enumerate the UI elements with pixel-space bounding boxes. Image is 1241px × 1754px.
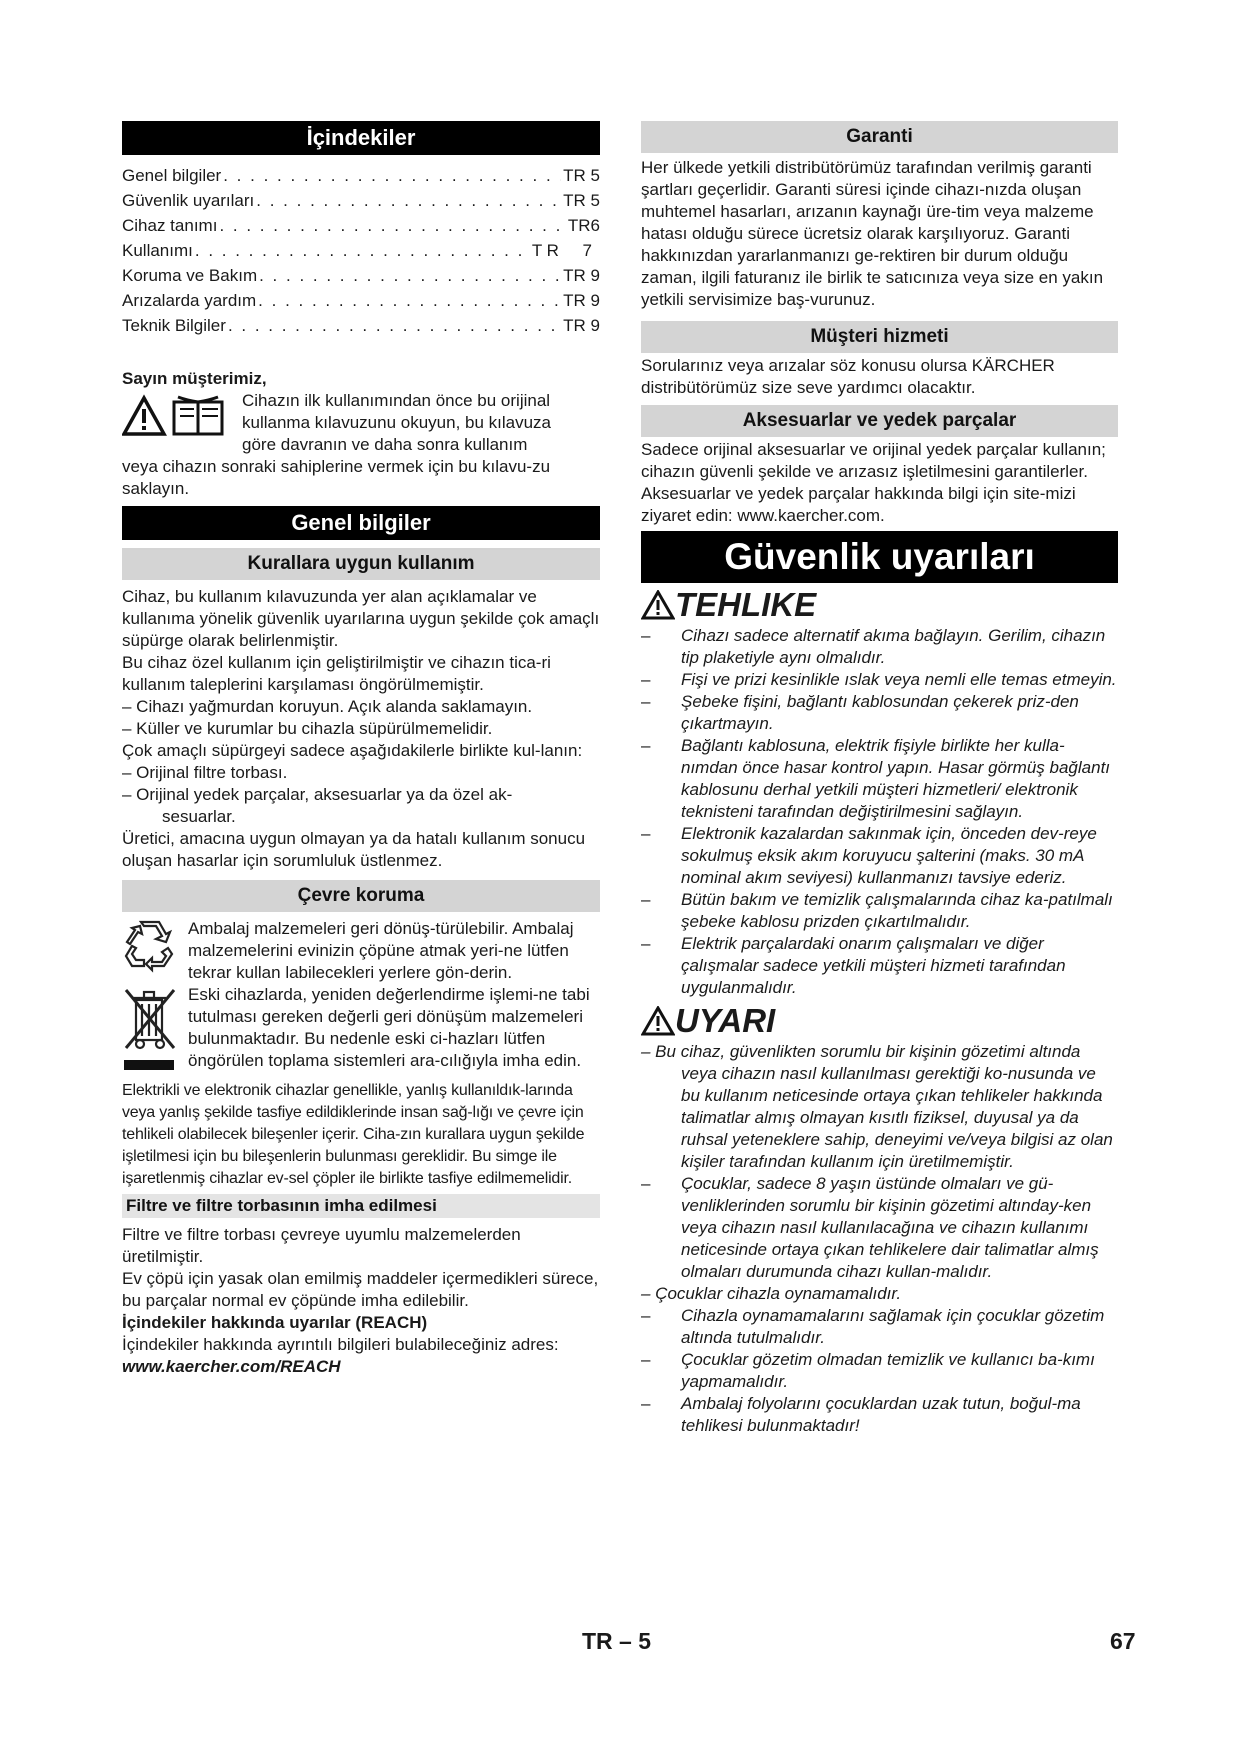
weee-text: Eski cihazlarda, yeniden değerlendirme işlemi-ne tabi tutulması gereken değerli geri dönüşüm malzemeleri bulunmaktadır. Bu nedenle eski ci-hazları lütfen öngörülen toplama sistemleri ara-cılığıyla imha edin. [188,985,590,1070]
list-item: – Bu cihaz, güvenlikten sorumlu bir kişinin gözetimi altında veya cihazın nasıl kullanılması gerektiği ko-nusunda ve bu kullanım neticesinde ortaya çıkan tehlikeler hakkında talimatlar almış olmayan kısıtlı fiziksel, duyusal ya da ruhsal yeteneklere sahip, deneyimi ve/veya bilgisi az olan kişiler tarafından kullanım için üretilmemiştir. [641,1042,1113,1171]
toc-item[interactable]: Cihaz tanımı . . . TR6 [122,213,600,238]
danger-list [641,625,1118,999]
warning-list-b [641,1305,1118,1437]
warning-triangle-icon [641,590,675,620]
page-number: 67 [1110,1628,1136,1654]
list-item: – Elektronik kazalardan sakınmak için, önceden dev-reye sokulmuş eksik akım koruyucu şalterini (maks. 30 mA nominal akım seviyesi) kullanmanızı tavsiye ederiz. [641,824,1097,887]
list-item: – Ambalaj folyolarını çocuklardan uzak tutun, boğul-ma tehlikesi bulunmaktadır! [641,1394,1081,1435]
warning-label: UYARI [675,1002,776,1039]
proper-use-p7b: sesuarlar. [162,807,236,826]
proper-use-title: Kurallara uygun kullanım [122,548,600,580]
intro-text: Cihazın ilk kullanımından önce bu orijinal kullanma kılavuzunu okuyun, bu kılavuza göre davranın ve daha sonra kullanım [242,391,552,454]
proper-use-p2: Bu cihaz özel kullanım için geliştirilmiştir ve cihazın tica-ri kullanım taleplerini karşılaması öngörülmemiştir. [122,653,551,694]
list-item: – Elektrik parçalardaki onarım çalışmaları ve diğer çalışmalar sadece yetkili müşteri hizmeti tarafından uygulanmalıdır. [641,934,1066,997]
list-item: – Bağlantı kablosuna, elektrik fişiyle birlikte her kulla-nımdan önce hasar kontrol yapın. Hasar görmüş bağlantı kablosunu derhal yetkili müşteri hizmetleri/ elektronik teknisteni tarafından değiştirilmesini sağlayın. [641,736,1111,821]
warning-list-a [641,1173,1118,1283]
proper-use-p4: – Küller ve kurumlar bu cihazla süpürülmemelidir. [122,719,493,738]
warning-list-first [641,1041,1118,1173]
service-text: Sorularınız veya arızalar söz konusu olursa KÄRCHER distribütörümüz size seve yardımcı olacaktır. [641,356,1055,397]
safety-title: Güvenlik uyarıları [641,531,1118,583]
warning-manual-icon [122,394,234,440]
warranty-title: Garanti [641,121,1118,153]
list-item: – Fişi ve prizi kesinlikle ıslak veya nemli elle temas etmeyin. [641,670,1117,689]
list-item: – Çocuklar gözetim olmadan temizlik ve kullanıcı ba-kımı yapmamalıdır. [641,1350,1095,1391]
environment-title: Çevre koruma [122,880,600,912]
reach-title: İçindekiler hakkında uyarılar (REACH) [122,1313,428,1332]
list-item: – Cihazla oynamamalarını sağlamak için çocuklar gözetim altında tutulmalıdır. [641,1306,1105,1347]
footer-section: TR – 5 [582,1628,652,1654]
reach-link[interactable]: www.kaercher.com/REACH [122,1357,341,1376]
accessories-p2: Aksesuarlar ve yedek parçalar hakkında bilgi için site-mizi ziyaret edin: www.kaercher.com. [641,484,1076,525]
proper-use-p7a: – Orijinal yedek parçalar, aksesuarlar ya da özel ak- [122,785,513,804]
general-title: Genel bilgiler [122,506,600,540]
accessories-title: Aksesuarlar ve yedek parçalar [641,405,1118,437]
list-item: – Çocuklar, sadece 8 yaşın üstünde olmaları ve gü-venliklerinden sorumlu bir kişinin gözetimi altınday-ken veya cihazın nasıl kullanılacağına ve cihazın kullanımı neticesinde ortaya çıkan tehlikelere dair talimatlar almış olmaları durumunda cihazı kullan-malıdır. [641,1174,1099,1281]
right-column [641,121,1118,1437]
toc-item[interactable]: Güvenlik uyarıları . . . TR 5 [122,188,600,213]
intro-text-rest: veya cihazın sonraki sahiplerine vermek için bu kılavu-zu saklayın. [122,457,551,498]
recycle-block [122,918,600,984]
proper-use-p6: – Orijinal filtre torbası. [122,763,288,782]
danger-heading [641,585,1118,625]
list-item: – Bütün bakım ve temizlik çalışmalarında cihaz ka-patılmalı şebeke kablosu prizden çıkartılmalıdır. [641,890,1113,931]
intro-block [122,390,600,456]
toc-item[interactable]: Koruma ve Bakım . . . TR 9 [122,263,600,288]
accessories-p1: Sadece orijinal aksesuarlar ve orijinal yedek parçalar kullanın; cihazın güvenli şekilde ve arızasız işletilmesini garantilerler. [641,440,1106,481]
reach-text: İçindekiler hakkında ayrıntılı bilgileri bulabileceğiniz adres: [122,1335,559,1354]
toc-item[interactable]: Arızalarda yardım . . . TR 9 [122,288,600,313]
list-item: – Cihazı sadece alternatif akıma bağlayın. Gerilim, cihazın tip plaketiyle aynı olmalıdır. [641,626,1106,667]
list-item: – Şebeke fişini, bağlantı kablosundan çekerek priz-den çıkartmayın. [641,692,1079,733]
recycle-icon [122,918,178,974]
intro-icons [122,390,242,446]
toc-item[interactable]: Genel bilgiler . . . TR 5 [122,163,600,188]
warning-heading [641,1001,1118,1041]
weee-icon-box [122,984,188,1080]
intro-greeting: Sayın müşterimiz, [122,369,267,388]
left-column [122,121,600,1378]
warning-mid: – Çocuklar cihazla oynamamalıdır. [641,1284,902,1303]
proper-use-p3: – Cihazı yağmurdan koruyun. Açık alanda saklamayın. [122,697,533,716]
filter-p1: Filtre ve filtre torbası çevreye uyumlu malzemelerden üretilmiştir. [122,1225,521,1266]
filter-title: Filtre ve filtre torbasının imha edilmesi [122,1194,600,1218]
recycle-text: Ambalaj malzemeleri geri dönüş-türülebilir. Ambalaj malzemelerini evinizin çöpüne atmak yeri-ne lütfen tekrar kullan labilecekleri yerlere gön-derin. [188,919,574,982]
toc-item[interactable]: Teknik Bilgiler . . . TR 9 [122,313,600,338]
warranty-text: Her ülkede yetkili distribütörümüz tarafından verilmiş garanti şartları geçerlidir. Garanti süresi içinde cihazı-nızda oluşan muhtemel hasarları, arızanın kaynağı üre-tim veya malzeme hatası olduğu sürece ücretsiz olarak karşılıyoruz. Garanti hakkınızdan yararlanmanızı ge-rektiren bir durum olduğu zaman, ilgili faturanız ile birlik te satıcınıza veya size en yakın yetkili servisimize baş-vurunuz. [641,158,1104,309]
toc-list [122,163,600,338]
filter-p2: Ev çöpü için yasak olan emilmiş maddeler içermedikleri sürece, bu parçalar normal ev çöpünde imha edilebilir. [122,1269,599,1310]
recycle-icon-box [122,918,188,980]
proper-use-p5: Çok amaçlı süpürgeyi sadece aşağıdakilerle birlikte kul-lanın: [122,741,583,760]
danger-label: TEHLIKE [675,586,817,623]
toc-item[interactable]: Kullanımı . . . T R 7 [122,238,592,263]
electronics-text: Elektrikli ve elektronik cihazlar genellikle, yanlış kullanıldık-larında veya yanlış şekilde tasfiye edildiklerinde insan sağ-lığı ve çevre için tehlikeli olabilecek bileşenler içerir. Ciha-zın kurallara uygun şekilde işletilmesi için bu bileşenlerin bulunması gereklidir. Bu simge ile işaretlenmiş cihazlar ev-sel çöpler ile birlikte tasfiye edilmemelidir. [122,1082,585,1187]
service-title: Müşteri hizmeti [641,321,1118,353]
proper-use-p8: Üretici, amacına uygun olmayan ya da hatalı kullanım sonucu oluşan hasarlar için sorumluluk üstlenmez. [122,829,586,870]
warning-triangle-icon [641,1006,675,1036]
toc-title: İçindekiler [122,121,600,155]
crossed-bin-icon [122,986,178,1074]
weee-block [122,984,600,1080]
proper-use-p1: Cihaz, bu kullanım kılavuzunda yer alan açıklamalar ve kullanıma yönelik güvenlik uyarılarına uygun şekilde çok amaçlı süpürge olarak belirlenmiştir. [122,587,600,650]
